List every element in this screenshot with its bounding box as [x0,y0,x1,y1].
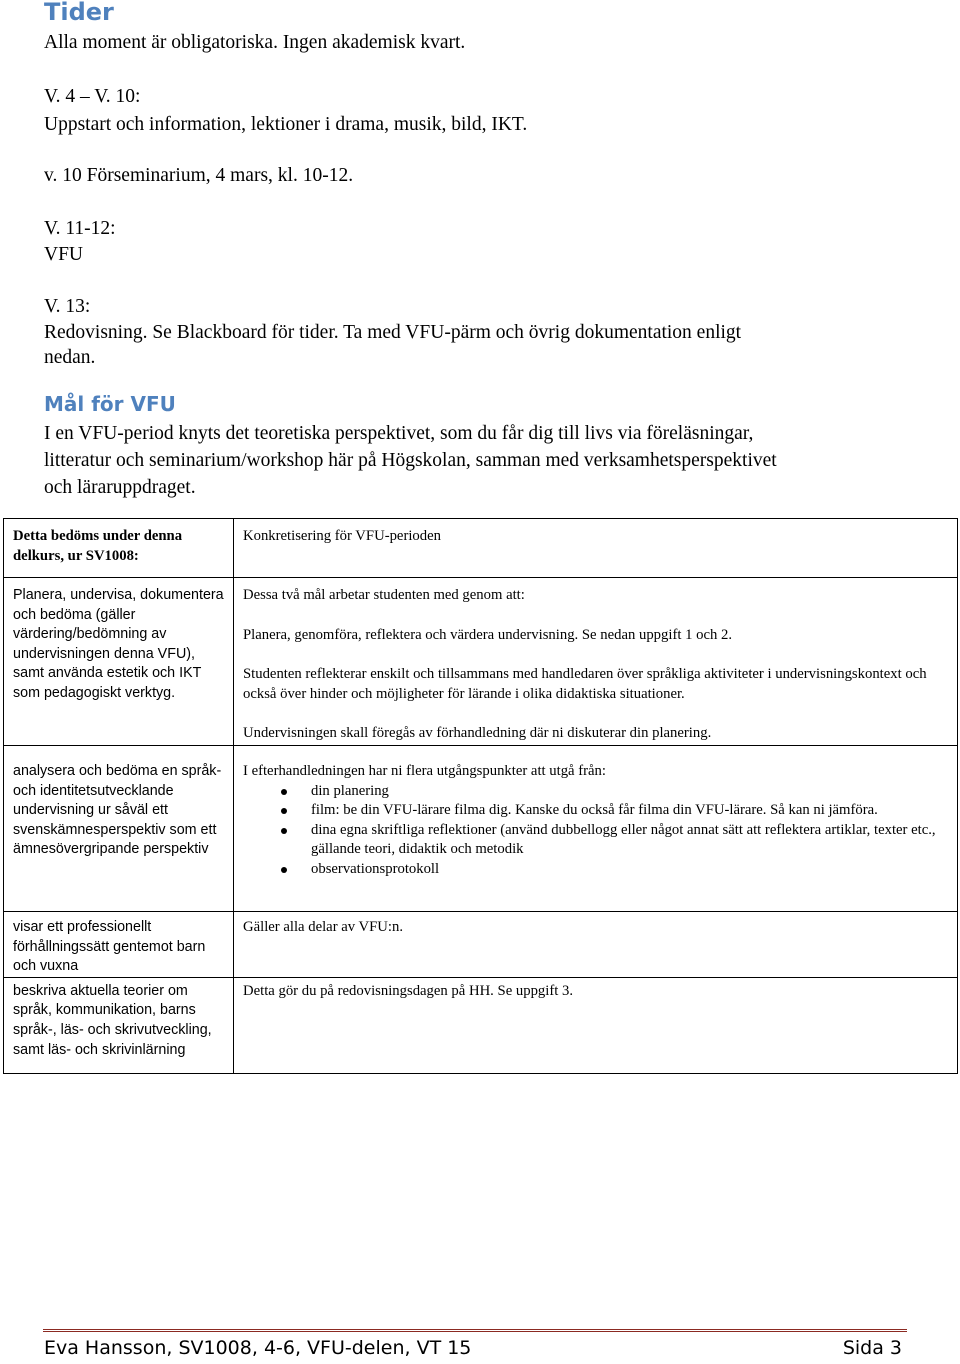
list-item: din planering [243,782,949,802]
tider-item: V. 4 – V. 10: [44,86,141,107]
goals-table [3,518,958,1074]
tider-item: VFU [44,244,84,265]
tider-item: V. 11-12: [44,218,116,239]
list-item: observationsprotokoll [243,860,949,880]
tider-item: Redovisning. Se Blackboard för tider. Ta med VFU-pärm och övrig dokumentation enligt [44,322,742,343]
list-item: dina egna skriftliga reflektioner (använd dubbellogg eller något annat sätt att reflektera artiklar, texter etc., gällande teori, didaktik och metodik [243,821,949,860]
tider-item: v. 10 Förseminarium, 4 mars, kl. 10-12. [44,165,354,186]
tider-heading: Tider [44,0,114,26]
tider-intro: Alla moment är obligatoriska. Ingen akademisk kvart. [44,32,466,53]
mal-paragraph-line: litteratur och seminarium/workshop här på Högskolan, samman med verksamhetsperspektivet [44,450,777,471]
criterion-cell: analysera och bedöma en språk- och identitetsutvecklande undervisning ur såväl ett svenskämnesperspektiv som ett ämnesövergripande perspektiv [13,763,222,858]
mal-heading: Mål för VFU [44,392,176,416]
table-row [4,977,958,1073]
list-item: film: be din VFU-lärare filma dig. Kanske du också får filma din VFU-lärare. Så kan ni jämföra. [243,801,949,821]
footer-author: Eva Hansson, SV1008, 4-6, VFU-delen, VT 15 [44,1337,472,1359]
concretization-text: Studenten reflekterar enskilt och tillsammans med handledaren över språkliga aktiviteter i undervisningskontext och också över hinder och möjligheter för lärande i olika didaktiska situationer. [243,666,927,702]
mal-paragraph-line: och läraruppdraget. [44,477,196,498]
criterion-cell: Planera, undervisa, dokumentera och bedöma (gäller värdering/bedömning av undervisningen denna VFU), samt använda estetik och IKT som pedagogiskt verktyg. [13,587,224,701]
starting-points-list [243,782,949,880]
concretization-text: Detta gör du på redovisningsdagen på HH. Se uppgift 3. [243,982,573,999]
table-header-left: Detta bedöms under denna delkurs, ur SV1008: [13,528,183,564]
table-row [4,746,958,912]
concretization-text: Planera, genomföra, reflektera och värdera undervisning. Se nedan uppgift 1 och 2. [243,626,732,643]
concretization-text: I efterhandledningen har ni flera utgångspunkter att utgå från: [243,763,606,779]
tider-item: nedan. [44,347,96,368]
table-row [4,578,958,746]
criterion-cell: beskriva aktuella teorier om språk, kommunikation, barns språk-, läs- och skrivutveckling, samt läs- och skrivinlärning [13,982,212,1058]
page-number: Sida 3 [842,1337,902,1359]
criterion-cell: visar ett professionellt förhållningssätt gentemot barn och vuxna [13,919,206,975]
concretization-text: Gäller alla delar av VFU:n. [243,919,404,935]
mal-paragraph [44,420,924,501]
tider-item: V. 13: [44,296,91,317]
tider-item: Uppstart och information, lektioner i drama, musik, bild, IKT. [44,114,528,135]
concretization-text: Dessa två mål arbetar studenten med genom att: [243,587,525,603]
mal-paragraph-line: I en VFU-period knyts det teoretiska perspektivet, som du får dig till livs via föreläsningar, [44,423,754,444]
table-header-right: Konkretisering för VFU-perioden [243,528,441,544]
table-header-row [4,519,958,578]
concretization-text: Undervisningen skall föregås av förhandledning där ni diskuterar din planering. [243,725,712,742]
table-row [4,912,958,978]
footer-divider [43,1329,907,1332]
